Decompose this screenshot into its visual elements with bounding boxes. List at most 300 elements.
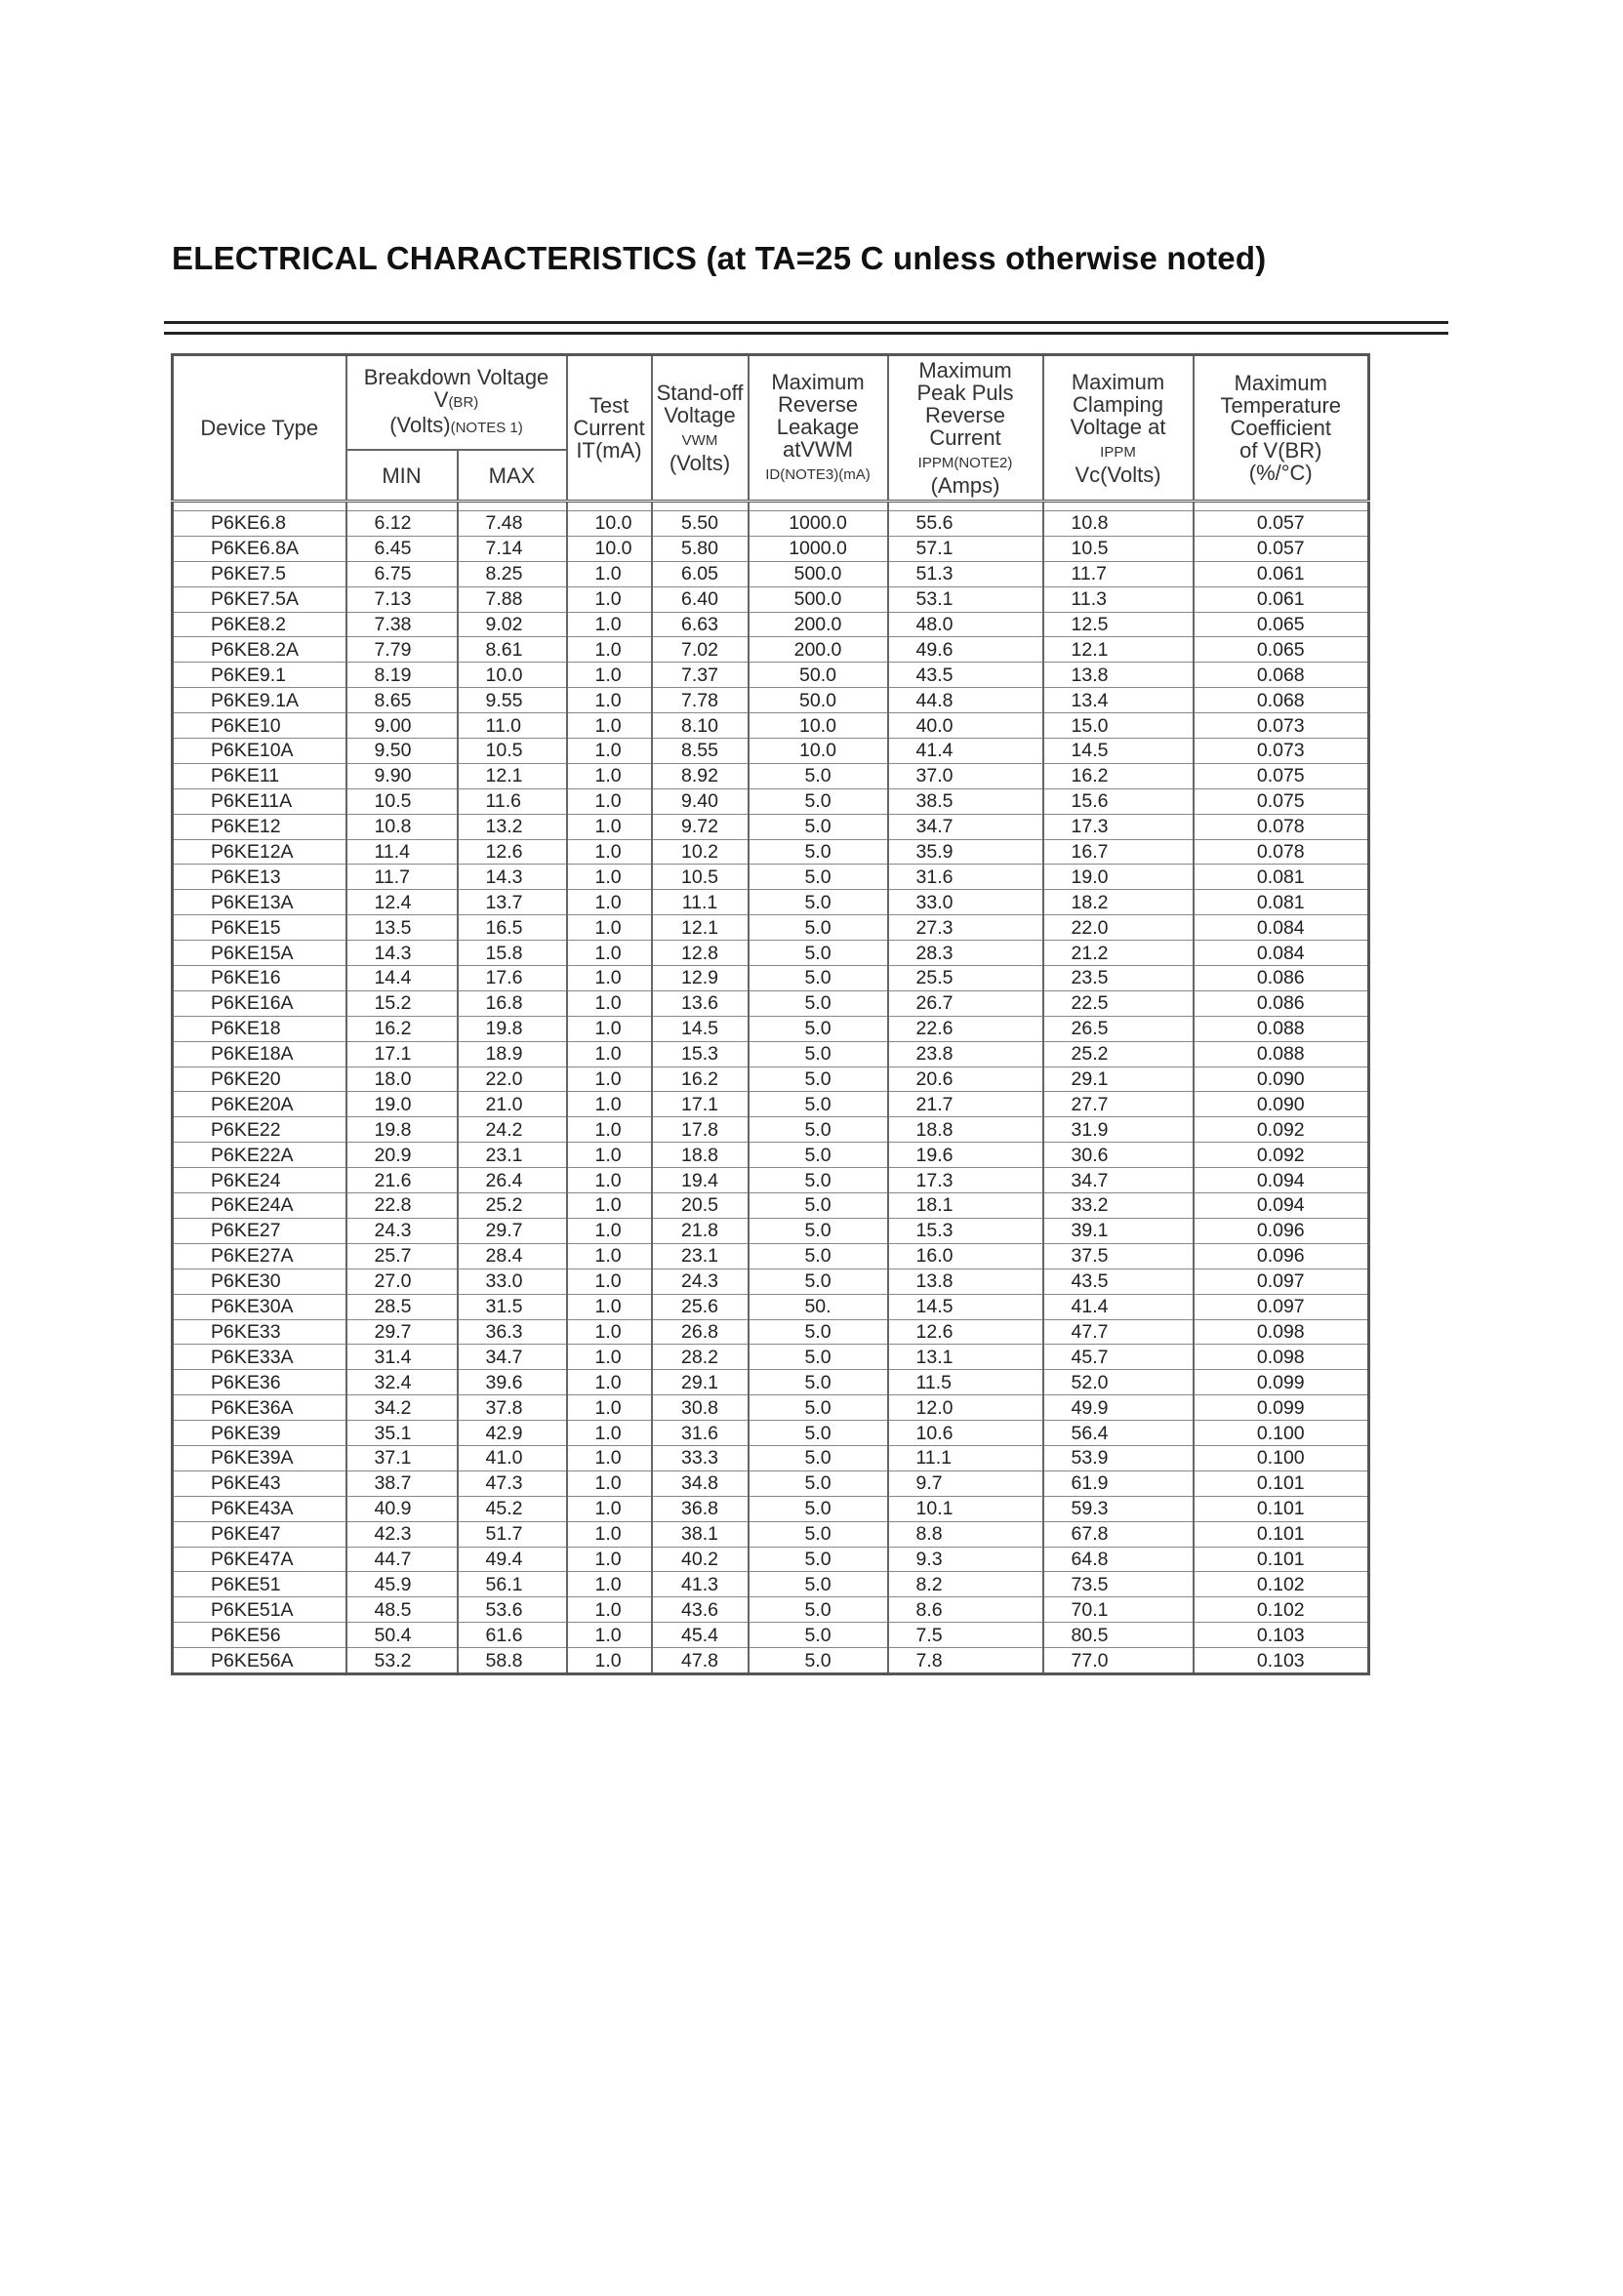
- cell-temp-coefficient: 0.096: [1194, 1218, 1369, 1243]
- cell-test-current: 1.0: [567, 1117, 652, 1143]
- cell-breakdown-max: 9.02: [458, 612, 567, 637]
- cell-test-current: 1.0: [567, 688, 652, 713]
- cell-peak-pulse-current: 20.6: [888, 1067, 1043, 1092]
- cell-peak-pulse-current: 9.3: [888, 1547, 1043, 1572]
- cell-breakdown-min: 20.9: [346, 1143, 458, 1168]
- cell-standoff-voltage: 19.4: [652, 1168, 749, 1193]
- cell-device-type: P6KE10: [173, 713, 346, 739]
- table-row: [173, 1421, 1369, 1446]
- cell-clamping-voltage: 77.0: [1043, 1648, 1194, 1674]
- cell-standoff-voltage: 9.40: [652, 788, 749, 814]
- cell-breakdown-min: 8.65: [346, 688, 458, 713]
- cell-breakdown-min: 48.5: [346, 1597, 458, 1623]
- cell-breakdown-max: 47.3: [458, 1470, 567, 1496]
- cell-standoff-voltage: 10.2: [652, 839, 749, 865]
- cell-clamping-voltage: 15.6: [1043, 788, 1194, 814]
- cell-breakdown-max: 31.5: [458, 1294, 567, 1319]
- cell-reverse-leakage: 5.0: [749, 839, 888, 865]
- cell-clamping-voltage: 13.8: [1043, 663, 1194, 688]
- table-row: [173, 763, 1369, 788]
- cell-peak-pulse-current: 18.8: [888, 1117, 1043, 1143]
- cell-reverse-leakage: 5.0: [749, 1117, 888, 1143]
- cell-clamping-voltage: 67.8: [1043, 1521, 1194, 1547]
- cell-standoff-voltage: 15.3: [652, 1041, 749, 1067]
- cell-reverse-leakage: 5.0: [749, 1395, 888, 1421]
- table-row: [173, 688, 1369, 713]
- cell-standoff-voltage: 17.8: [652, 1117, 749, 1143]
- cell-standoff-voltage: 16.2: [652, 1067, 749, 1092]
- cell-clamping-voltage: 26.5: [1043, 1016, 1194, 1041]
- cell-peak-pulse-current: 22.6: [888, 1016, 1043, 1041]
- header-standoff-voltage: Stand-off Voltage VWM (Volts): [652, 355, 749, 502]
- cell-clamping-voltage: 49.9: [1043, 1395, 1194, 1421]
- cell-standoff-voltage: 8.92: [652, 763, 749, 788]
- cell-standoff-voltage: 36.8: [652, 1496, 749, 1521]
- cell-breakdown-max: 42.9: [458, 1421, 567, 1446]
- cell-test-current: 1.0: [567, 1016, 652, 1041]
- cell-device-type: P6KE56: [173, 1623, 346, 1648]
- cell-breakdown-min: 13.5: [346, 915, 458, 941]
- cell-clamping-voltage: 34.7: [1043, 1168, 1194, 1193]
- cell-device-type: P6KE51: [173, 1572, 346, 1597]
- cell-temp-coefficient: 0.078: [1194, 839, 1369, 865]
- cell-clamping-voltage: 10.8: [1043, 511, 1194, 537]
- cell-standoff-voltage: 7.37: [652, 663, 749, 688]
- table-row: [173, 663, 1369, 688]
- cell-breakdown-max: 14.3: [458, 865, 567, 890]
- cell-breakdown-max: 45.2: [458, 1496, 567, 1521]
- cell-test-current: 1.0: [567, 713, 652, 739]
- cell-standoff-voltage: 23.1: [652, 1243, 749, 1269]
- cell-device-type: P6KE8.2A: [173, 637, 346, 663]
- cell-clamping-voltage: 53.9: [1043, 1445, 1194, 1470]
- cell-breakdown-max: 10.5: [458, 739, 567, 764]
- cell-device-type: P6KE30: [173, 1269, 346, 1294]
- cell-test-current: 1.0: [567, 1243, 652, 1269]
- cell-breakdown-max: 8.61: [458, 637, 567, 663]
- cell-clamping-voltage: 23.5: [1043, 966, 1194, 991]
- cell-test-current: 1.0: [567, 966, 652, 991]
- header-test-current: Test Current IT(mA): [567, 355, 652, 502]
- header-reverse-leakage: Maximum Reverse Leakage atVWM ID(NOTE3)(mA): [749, 355, 888, 502]
- cell-breakdown-max: 16.8: [458, 990, 567, 1016]
- cell-breakdown-min: 53.2: [346, 1648, 458, 1674]
- table-row: [173, 788, 1369, 814]
- table-body: [173, 502, 1369, 1674]
- cell-clamping-voltage: 25.2: [1043, 1041, 1194, 1067]
- cell-breakdown-min: 27.0: [346, 1269, 458, 1294]
- cell-reverse-leakage: 5.0: [749, 1623, 888, 1648]
- table-row: [173, 1041, 1369, 1067]
- cell-standoff-voltage: 34.8: [652, 1470, 749, 1496]
- cell-peak-pulse-current: 55.6: [888, 511, 1043, 537]
- cell-peak-pulse-current: 37.0: [888, 763, 1043, 788]
- cell-device-type: P6KE10A: [173, 739, 346, 764]
- cell-reverse-leakage: 5.0: [749, 1572, 888, 1597]
- table-row: [173, 1193, 1369, 1219]
- cell-peak-pulse-current: 27.3: [888, 915, 1043, 941]
- cell-clamping-voltage: 30.6: [1043, 1143, 1194, 1168]
- cell-temp-coefficient: 0.057: [1194, 536, 1369, 561]
- cell-standoff-voltage: 8.55: [652, 739, 749, 764]
- cell-breakdown-max: 28.4: [458, 1243, 567, 1269]
- table-row: [173, 561, 1369, 586]
- cell-breakdown-min: 10.5: [346, 788, 458, 814]
- cell-device-type: P6KE22: [173, 1117, 346, 1143]
- table-row: [173, 511, 1369, 537]
- cell-standoff-voltage: 29.1: [652, 1370, 749, 1395]
- cell-standoff-voltage: 31.6: [652, 1421, 749, 1446]
- cell-breakdown-max: 24.2: [458, 1117, 567, 1143]
- table-row: [173, 1319, 1369, 1345]
- cell-breakdown-max: 25.2: [458, 1193, 567, 1219]
- cell-breakdown-min: 9.90: [346, 763, 458, 788]
- cell-breakdown-max: 53.6: [458, 1597, 567, 1623]
- cell-peak-pulse-current: 40.0: [888, 713, 1043, 739]
- cell-test-current: 1.0: [567, 1395, 652, 1421]
- cell-breakdown-max: 9.55: [458, 688, 567, 713]
- table-row: [173, 1521, 1369, 1547]
- cell-breakdown-max: 61.6: [458, 1623, 567, 1648]
- cell-breakdown-max: 13.7: [458, 890, 567, 915]
- cell-breakdown-min: 40.9: [346, 1496, 458, 1521]
- cell-breakdown-min: 19.0: [346, 1092, 458, 1117]
- cell-temp-coefficient: 0.098: [1194, 1345, 1369, 1370]
- cell-reverse-leakage: 50.0: [749, 688, 888, 713]
- cell-test-current: 10.0: [567, 511, 652, 537]
- cell-reverse-leakage: 5.0: [749, 890, 888, 915]
- cell-breakdown-min: 16.2: [346, 1016, 458, 1041]
- cell-breakdown-max: 58.8: [458, 1648, 567, 1674]
- cell-peak-pulse-current: 53.1: [888, 586, 1043, 612]
- cell-device-type: P6KE15: [173, 915, 346, 941]
- cell-device-type: P6KE12: [173, 814, 346, 839]
- cell-clamping-voltage: 29.1: [1043, 1067, 1194, 1092]
- cell-clamping-voltage: 73.5: [1043, 1572, 1194, 1597]
- cell-peak-pulse-current: 13.8: [888, 1269, 1043, 1294]
- cell-breakdown-min: 35.1: [346, 1421, 458, 1446]
- cell-breakdown-max: 13.2: [458, 814, 567, 839]
- cell-clamping-voltage: 41.4: [1043, 1294, 1194, 1319]
- cell-temp-coefficient: 0.098: [1194, 1319, 1369, 1345]
- cell-peak-pulse-current: 35.9: [888, 839, 1043, 865]
- cell-temp-coefficient: 0.103: [1194, 1648, 1369, 1674]
- header-max: MAX: [458, 450, 567, 501]
- cell-device-type: P6KE27: [173, 1218, 346, 1243]
- cell-test-current: 1.0: [567, 1370, 652, 1395]
- header-device-type: Device Type: [173, 355, 346, 502]
- cell-clamping-voltage: 21.2: [1043, 941, 1194, 966]
- cell-temp-coefficient: 0.068: [1194, 688, 1369, 713]
- cell-test-current: 1.0: [567, 1496, 652, 1521]
- cell-test-current: 1.0: [567, 1521, 652, 1547]
- table-header: [173, 355, 1369, 502]
- cell-reverse-leakage: 5.0: [749, 1143, 888, 1168]
- cell-standoff-voltage: 6.40: [652, 586, 749, 612]
- cell-device-type: P6KE33: [173, 1319, 346, 1345]
- cell-peak-pulse-current: 8.2: [888, 1572, 1043, 1597]
- cell-test-current: 1.0: [567, 1092, 652, 1117]
- table-row: [173, 637, 1369, 663]
- header-temperature-coefficient: Maximum Temperature Coefficient of V(BR) (%/°C): [1194, 355, 1369, 502]
- cell-clamping-voltage: 17.3: [1043, 814, 1194, 839]
- cell-device-type: P6KE20: [173, 1067, 346, 1092]
- cell-test-current: 1.0: [567, 1067, 652, 1092]
- cell-peak-pulse-current: 31.6: [888, 865, 1043, 890]
- cell-breakdown-min: 9.50: [346, 739, 458, 764]
- cell-breakdown-max: 16.5: [458, 915, 567, 941]
- cell-breakdown-max: 17.6: [458, 966, 567, 991]
- cell-breakdown-max: 34.7: [458, 1345, 567, 1370]
- cell-device-type: P6KE16A: [173, 990, 346, 1016]
- cell-standoff-voltage: 47.8: [652, 1648, 749, 1674]
- cell-test-current: 1.0: [567, 788, 652, 814]
- cell-reverse-leakage: 5.0: [749, 1168, 888, 1193]
- cell-device-type: P6KE24: [173, 1168, 346, 1193]
- cell-reverse-leakage: 5.0: [749, 1345, 888, 1370]
- table-row: [173, 1243, 1369, 1269]
- table-row: [173, 1269, 1369, 1294]
- cell-clamping-voltage: 22.0: [1043, 915, 1194, 941]
- cell-test-current: 1.0: [567, 1597, 652, 1623]
- cell-peak-pulse-current: 12.0: [888, 1395, 1043, 1421]
- cell-reverse-leakage: 5.0: [749, 763, 888, 788]
- cell-temp-coefficient: 0.101: [1194, 1470, 1369, 1496]
- cell-reverse-leakage: 5.0: [749, 1470, 888, 1496]
- table-row: [173, 1218, 1369, 1243]
- cell-device-type: P6KE18A: [173, 1041, 346, 1067]
- cell-clamping-voltage: 80.5: [1043, 1623, 1194, 1648]
- cell-breakdown-min: 6.12: [346, 511, 458, 537]
- cell-peak-pulse-current: 7.8: [888, 1648, 1043, 1674]
- cell-breakdown-max: 8.25: [458, 561, 567, 586]
- cell-temp-coefficient: 0.100: [1194, 1421, 1369, 1446]
- cell-test-current: 1.0: [567, 1572, 652, 1597]
- cell-breakdown-max: 37.8: [458, 1395, 567, 1421]
- cell-breakdown-min: 18.0: [346, 1067, 458, 1092]
- cell-breakdown-max: 19.8: [458, 1016, 567, 1041]
- cell-device-type: P6KE30A: [173, 1294, 346, 1319]
- cell-standoff-voltage: 26.8: [652, 1319, 749, 1345]
- cell-peak-pulse-current: 9.7: [888, 1470, 1043, 1496]
- cell-reverse-leakage: 5.0: [749, 1597, 888, 1623]
- cell-clamping-voltage: 52.0: [1043, 1370, 1194, 1395]
- table-row: [173, 1016, 1369, 1041]
- cell-standoff-voltage: 12.8: [652, 941, 749, 966]
- cell-breakdown-min: 44.7: [346, 1547, 458, 1572]
- cell-device-type: P6KE12A: [173, 839, 346, 865]
- table-row: [173, 1395, 1369, 1421]
- cell-reverse-leakage: 5.0: [749, 814, 888, 839]
- electrical-characteristics-table: [171, 353, 1370, 1675]
- table-row: [173, 1496, 1369, 1521]
- cell-breakdown-min: 29.7: [346, 1319, 458, 1345]
- cell-temp-coefficient: 0.090: [1194, 1067, 1369, 1092]
- cell-peak-pulse-current: 8.8: [888, 1521, 1043, 1547]
- cell-standoff-voltage: 28.2: [652, 1345, 749, 1370]
- cell-standoff-voltage: 24.3: [652, 1269, 749, 1294]
- cell-temp-coefficient: 0.097: [1194, 1269, 1369, 1294]
- cell-breakdown-min: 25.7: [346, 1243, 458, 1269]
- cell-standoff-voltage: 38.1: [652, 1521, 749, 1547]
- cell-breakdown-max: 7.14: [458, 536, 567, 561]
- table-row: [173, 814, 1369, 839]
- table-row: [173, 1143, 1369, 1168]
- cell-temp-coefficient: 0.092: [1194, 1143, 1369, 1168]
- cell-device-type: P6KE36A: [173, 1395, 346, 1421]
- cell-reverse-leakage: 5.0: [749, 865, 888, 890]
- cell-reverse-leakage: 5.0: [749, 966, 888, 991]
- cell-breakdown-max: 23.1: [458, 1143, 567, 1168]
- cell-breakdown-max: 39.6: [458, 1370, 567, 1395]
- cell-device-type: P6KE8.2: [173, 612, 346, 637]
- cell-test-current: 1.0: [567, 1345, 652, 1370]
- cell-breakdown-max: 51.7: [458, 1521, 567, 1547]
- cell-reverse-leakage: 50.: [749, 1294, 888, 1319]
- cell-test-current: 1.0: [567, 739, 652, 764]
- cell-standoff-voltage: 6.63: [652, 612, 749, 637]
- cell-breakdown-max: 10.0: [458, 663, 567, 688]
- cell-temp-coefficient: 0.092: [1194, 1117, 1369, 1143]
- cell-device-type: P6KE47: [173, 1521, 346, 1547]
- cell-temp-coefficient: 0.103: [1194, 1623, 1369, 1648]
- cell-breakdown-min: 9.00: [346, 713, 458, 739]
- cell-peak-pulse-current: 43.5: [888, 663, 1043, 688]
- table-row: [173, 1370, 1369, 1395]
- cell-peak-pulse-current: 26.7: [888, 990, 1043, 1016]
- cell-device-type: P6KE9.1A: [173, 688, 346, 713]
- cell-standoff-voltage: 40.2: [652, 1547, 749, 1572]
- cell-clamping-voltage: 10.5: [1043, 536, 1194, 561]
- cell-peak-pulse-current: 51.3: [888, 561, 1043, 586]
- cell-peak-pulse-current: 14.5: [888, 1294, 1043, 1319]
- cell-peak-pulse-current: 11.1: [888, 1445, 1043, 1470]
- table-row: [173, 1067, 1369, 1092]
- page-title: ELECTRICAL CHARACTERISTICS (at TA=25 C unless otherwise noted): [172, 240, 1267, 276]
- cell-peak-pulse-current: 10.6: [888, 1421, 1043, 1446]
- cell-temp-coefficient: 0.090: [1194, 1092, 1369, 1117]
- table-row: [173, 990, 1369, 1016]
- cell-peak-pulse-current: 19.6: [888, 1143, 1043, 1168]
- cell-breakdown-min: 32.4: [346, 1370, 458, 1395]
- cell-reverse-leakage: 10.0: [749, 713, 888, 739]
- cell-breakdown-max: 7.48: [458, 511, 567, 537]
- cell-device-type: P6KE20A: [173, 1092, 346, 1117]
- cell-breakdown-min: 37.1: [346, 1445, 458, 1470]
- cell-device-type: P6KE6.8A: [173, 536, 346, 561]
- header-clamping-voltage: Maximum Clamping Voltage at IPPM Vc(Volts): [1043, 355, 1194, 502]
- cell-device-type: P6KE43: [173, 1470, 346, 1496]
- table-row: [173, 536, 1369, 561]
- cell-test-current: 1.0: [567, 1143, 652, 1168]
- cell-temp-coefficient: 0.101: [1194, 1496, 1369, 1521]
- cell-device-type: P6KE39: [173, 1421, 346, 1446]
- cell-standoff-voltage: 10.5: [652, 865, 749, 890]
- cell-temp-coefficient: 0.065: [1194, 637, 1369, 663]
- cell-clamping-voltage: 11.3: [1043, 586, 1194, 612]
- cell-clamping-voltage: 39.1: [1043, 1218, 1194, 1243]
- cell-peak-pulse-current: 25.5: [888, 966, 1043, 991]
- cell-temp-coefficient: 0.073: [1194, 713, 1369, 739]
- cell-standoff-voltage: 18.8: [652, 1143, 749, 1168]
- cell-temp-coefficient: 0.102: [1194, 1572, 1369, 1597]
- cell-breakdown-min: 7.13: [346, 586, 458, 612]
- cell-temp-coefficient: 0.094: [1194, 1168, 1369, 1193]
- cell-clamping-voltage: 45.7: [1043, 1345, 1194, 1370]
- cell-reverse-leakage: 500.0: [749, 561, 888, 586]
- cell-reverse-leakage: 500.0: [749, 586, 888, 612]
- cell-temp-coefficient: 0.061: [1194, 561, 1369, 586]
- cell-clamping-voltage: 18.2: [1043, 890, 1194, 915]
- cell-clamping-voltage: 27.7: [1043, 1092, 1194, 1117]
- cell-standoff-voltage: 5.80: [652, 536, 749, 561]
- cell-peak-pulse-current: 57.1: [888, 536, 1043, 561]
- table-row: [173, 1547, 1369, 1572]
- cell-test-current: 1.0: [567, 1294, 652, 1319]
- cell-test-current: 1.0: [567, 612, 652, 637]
- cell-breakdown-min: 45.9: [346, 1572, 458, 1597]
- cell-clamping-voltage: 14.5: [1043, 739, 1194, 764]
- cell-peak-pulse-current: 12.6: [888, 1319, 1043, 1345]
- cell-temp-coefficient: 0.068: [1194, 663, 1369, 688]
- cell-device-type: P6KE13: [173, 865, 346, 890]
- cell-test-current: 1.0: [567, 1218, 652, 1243]
- cell-temp-coefficient: 0.073: [1194, 739, 1369, 764]
- cell-reverse-leakage: 5.0: [749, 1496, 888, 1521]
- cell-breakdown-max: 7.88: [458, 586, 567, 612]
- cell-breakdown-max: 33.0: [458, 1269, 567, 1294]
- table-row: [173, 865, 1369, 890]
- cell-breakdown-max: 26.4: [458, 1168, 567, 1193]
- cell-reverse-leakage: 200.0: [749, 637, 888, 663]
- cell-breakdown-min: 6.75: [346, 561, 458, 586]
- cell-reverse-leakage: 5.0: [749, 1521, 888, 1547]
- cell-standoff-voltage: 33.3: [652, 1445, 749, 1470]
- cell-device-type: P6KE11: [173, 763, 346, 788]
- cell-peak-pulse-current: 18.1: [888, 1193, 1043, 1219]
- cell-breakdown-max: 11.0: [458, 713, 567, 739]
- cell-reverse-leakage: 5.0: [749, 1016, 888, 1041]
- cell-standoff-voltage: 41.3: [652, 1572, 749, 1597]
- cell-reverse-leakage: 5.0: [749, 1218, 888, 1243]
- cell-clamping-voltage: 12.1: [1043, 637, 1194, 663]
- cell-peak-pulse-current: 48.0: [888, 612, 1043, 637]
- cell-test-current: 1.0: [567, 1623, 652, 1648]
- cell-reverse-leakage: 5.0: [749, 1370, 888, 1395]
- cell-peak-pulse-current: 15.3: [888, 1218, 1043, 1243]
- cell-standoff-voltage: 7.02: [652, 637, 749, 663]
- header-spacer-row: [173, 502, 1369, 511]
- cell-test-current: 1.0: [567, 1445, 652, 1470]
- cell-peak-pulse-current: 49.6: [888, 637, 1043, 663]
- table-row: [173, 1294, 1369, 1319]
- header-peak-pulse-current: Maximum Peak Puls Reverse Current IPPM(NOTE2) (Amps): [888, 355, 1043, 502]
- table-row: [173, 1445, 1369, 1470]
- cell-breakdown-max: 49.4: [458, 1547, 567, 1572]
- cell-breakdown-max: 15.8: [458, 941, 567, 966]
- cell-standoff-voltage: 20.5: [652, 1193, 749, 1219]
- cell-breakdown-min: 24.3: [346, 1218, 458, 1243]
- cell-standoff-voltage: 43.6: [652, 1597, 749, 1623]
- cell-standoff-voltage: 11.1: [652, 890, 749, 915]
- cell-reverse-leakage: 5.0: [749, 1041, 888, 1067]
- table-row: [173, 612, 1369, 637]
- cell-breakdown-min: 28.5: [346, 1294, 458, 1319]
- cell-test-current: 1.0: [567, 637, 652, 663]
- cell-clamping-voltage: 59.3: [1043, 1496, 1194, 1521]
- cell-test-current: 1.0: [567, 1470, 652, 1496]
- cell-standoff-voltage: 12.1: [652, 915, 749, 941]
